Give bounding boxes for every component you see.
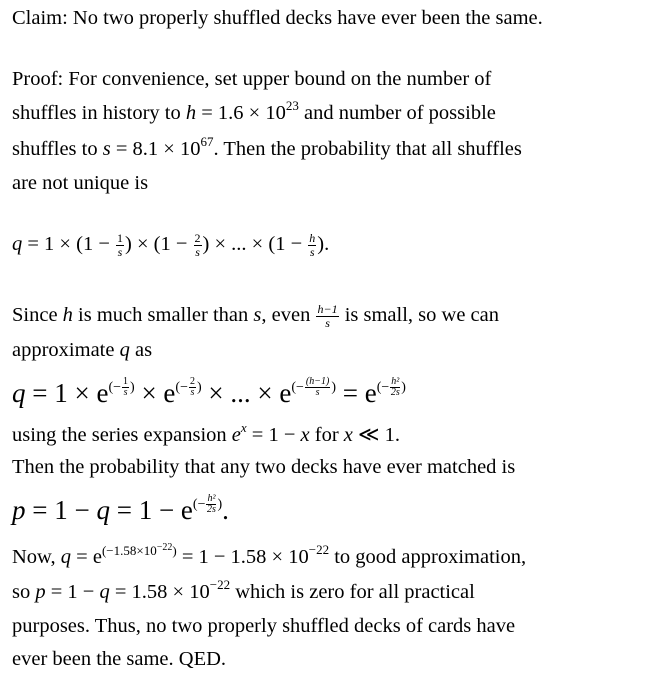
proof-line-2: shuffles in history to $h = 1.6 \times 10^{23}$ and number of possible (12, 98, 496, 124)
proof-line-4: are not unique is (12, 172, 149, 194)
purposes-line: purposes. Thus, no two properly shuffled decks of cards have (12, 615, 516, 637)
proof-line-1: Proof: For convenience, set upper bound on the number of (12, 68, 492, 90)
fraction-h-minus-1-over-s: $\frac{h-1}{s}$ (317, 302, 338, 330)
claim-line: Claim: No two properly shuffled decks have ever been the same. (12, 7, 543, 29)
fraction-2-over-s: $\frac{2}{s}$ (194, 231, 201, 259)
series-line: using the series expansion $e^x = 1 - x$ for x ≪ 1. (12, 420, 400, 446)
since-line: Since h is much smaller than s, even $\frac{h-1}{s}$ is small, so we can (12, 302, 499, 330)
equation-product: q = 1 × (1 − $\frac{1}{s}$ ) × (1 − $\frac{2}{s}$ ) × ... × (1 − $\frac{h}{s}$ ). (12, 231, 330, 259)
now-line: Now, $q = e^{(-1.58\times 10^{-22})} = 1 - 1.58 \times 10^{-22}$ to good approximation, (12, 542, 527, 568)
fraction-h-over-s: $\frac{h}{s}$ (309, 231, 316, 259)
then-line: Then the probability that any two decks have ever matched is (12, 456, 516, 478)
fraction-1-over-s: $\frac{1}{s}$ (117, 231, 124, 259)
approximate-line: approximate q as (12, 339, 153, 361)
proof-line-3: shuffles to $s = 8.1 \times 10^{67}$. Then the probability that all shuffles (12, 134, 522, 160)
so-line: so $p = 1 - q = 1.58 \times 10^{-22}$ which is zero for all practical (12, 577, 475, 603)
equation-exponential: $q = 1 \times e^{(- \frac{1}{s} )} \times e^{(- \frac{2}{s} )}$ × ... × $e^{(- \frac{(h-1)}{s} )} = e^{(- \frac{\text{h²}}{2s} )}$ (12, 375, 406, 408)
equation-p: $p = 1 - q = 1 - e^{(- \frac{\text{h²}}{2s} )}$. (12, 492, 229, 525)
qed-line: ever been the same. QED. (12, 648, 227, 670)
